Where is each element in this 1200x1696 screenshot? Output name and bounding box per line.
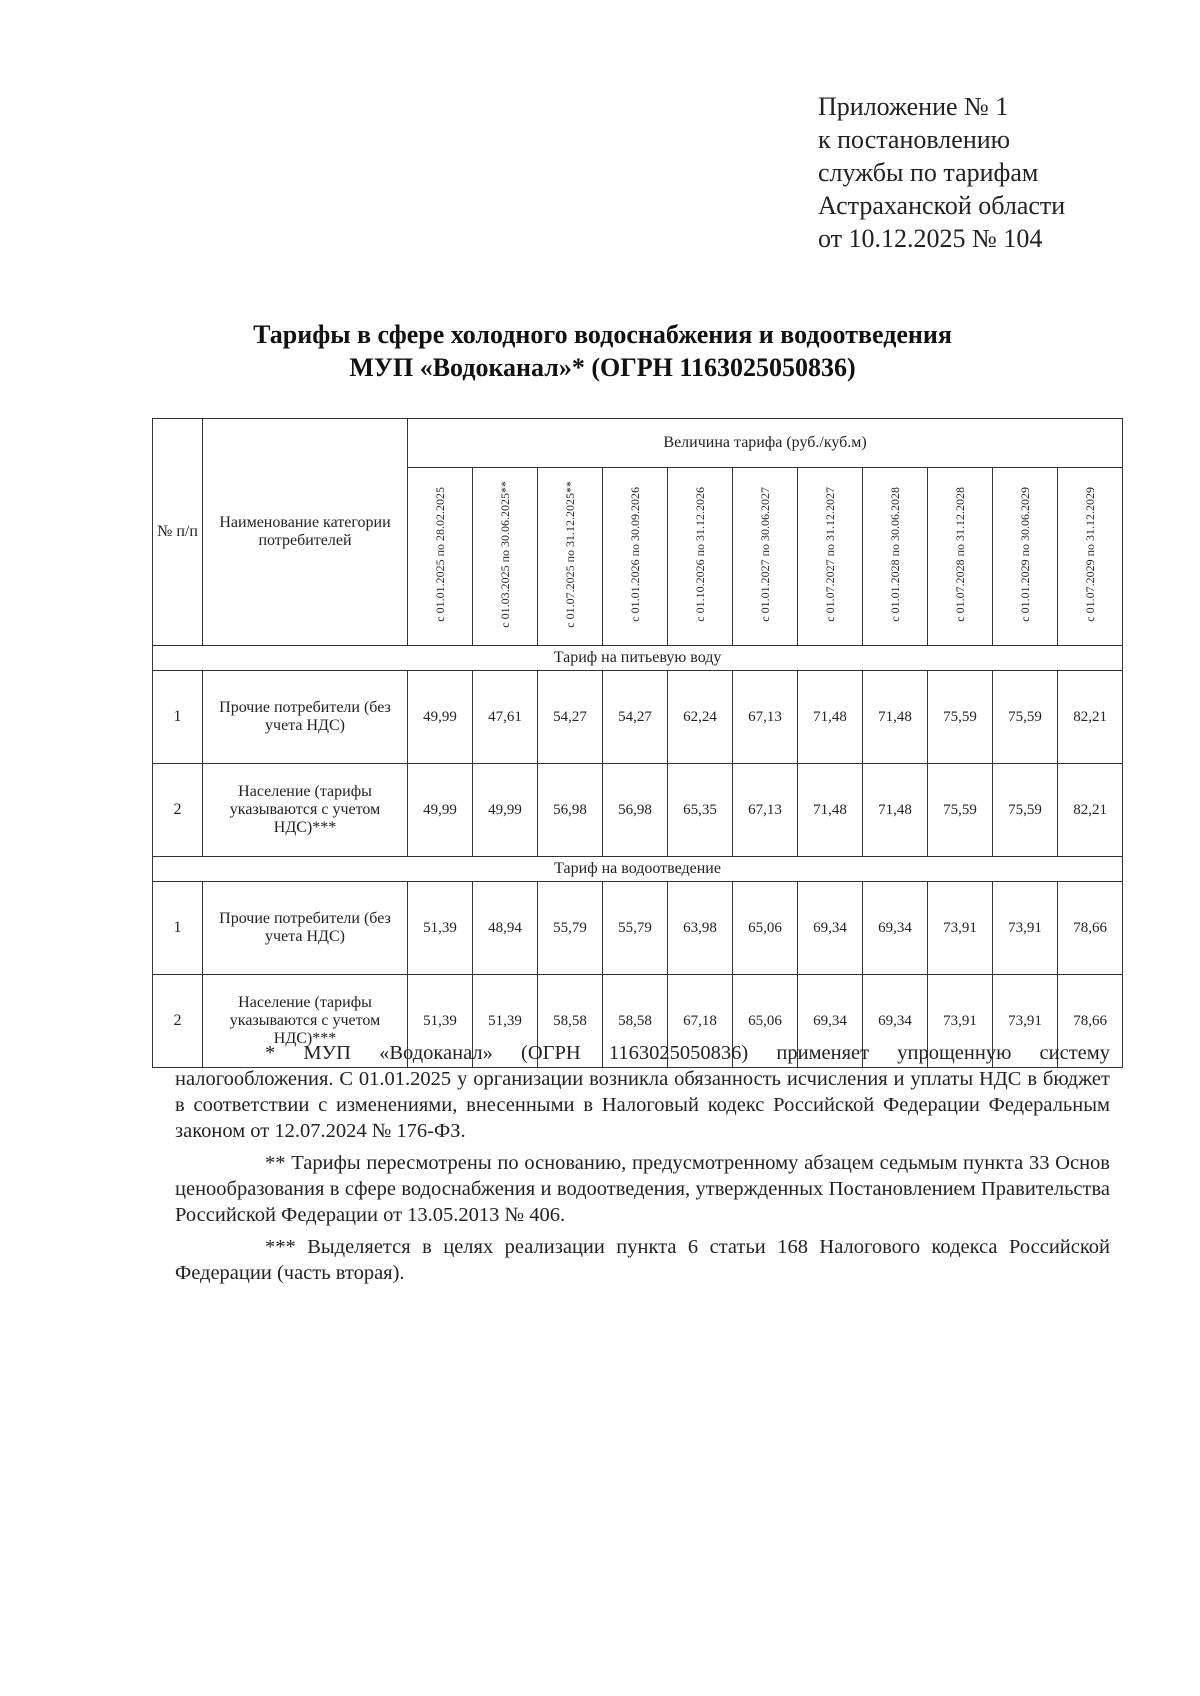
- table-row: [153, 764, 1123, 857]
- tariff-value: 49,99: [408, 764, 473, 857]
- tariff-value: 71,48: [863, 764, 928, 857]
- tariff-value: 71,48: [863, 671, 928, 764]
- tariff-value: 71,48: [798, 764, 863, 857]
- period-header: с 01.10.2026 по 31.12.2026: [668, 468, 733, 646]
- tariff-value: 51,39: [473, 975, 538, 1068]
- row-num: 2: [153, 764, 203, 857]
- period-header: с 01.07.2029 по 31.12.2029: [1058, 468, 1123, 646]
- row-category: Население (тарифы указываются с учетом НДС)***: [203, 975, 408, 1068]
- title-line: Тарифы в сфере холодного водоснабжения и водоотведения: [253, 320, 952, 349]
- tariff-value: 73,91: [928, 975, 993, 1068]
- header-tariff-value: Величина тарифа (руб./куб.м): [408, 419, 1123, 468]
- appendix-header: [818, 90, 1065, 255]
- tariff-value: 82,21: [1058, 671, 1123, 764]
- tariff-value: 75,59: [928, 671, 993, 764]
- period-header: с 01.07.2028 по 31.12.2028: [928, 468, 993, 646]
- tariff-value: 65,35: [668, 764, 733, 857]
- tariff-value: 56,98: [603, 764, 668, 857]
- tariff-value: 51,39: [408, 975, 473, 1068]
- tariff-value: 73,91: [928, 882, 993, 975]
- tariff-value: 56,98: [538, 764, 603, 857]
- period-header: с 01.01.2026 по 30.09.2026: [603, 468, 668, 646]
- tariff-value: 54,27: [538, 671, 603, 764]
- table-row: [153, 882, 1123, 975]
- title-line: МУП «Водоканал»* (ОГРН 1163025050836): [349, 353, 856, 382]
- period-header: с 01.01.2029 по 30.06.2029: [993, 468, 1058, 646]
- appendix-line: службы по тарифам: [818, 158, 1039, 187]
- tariff-value: 73,91: [993, 975, 1058, 1068]
- row-num: 1: [153, 882, 203, 975]
- tariff-value: 48,94: [473, 882, 538, 975]
- row-category: Прочие потребители (без учета НДС): [203, 882, 408, 975]
- period-header: с 01.01.2025 по 28.02.2025: [408, 468, 473, 646]
- tariff-value: 54,27: [603, 671, 668, 764]
- tariff-value: 69,34: [863, 882, 928, 975]
- tariff-value: 67,13: [733, 671, 798, 764]
- footnote-2: ** Тарифы пересмотрены по основанию, предусмотренному абзацем седьмым пункта 33 Основ ценообразования в сфере водоснабжения и водоотведения, утвержденных Постановлением Правительства Российской Федерации от 13.05.2013 № 406.: [175, 1152, 1110, 1226]
- row-num: 2: [153, 975, 203, 1068]
- tariff-value: 75,59: [993, 764, 1058, 857]
- tariff-value: 65,06: [733, 975, 798, 1068]
- tariff-value: 75,59: [993, 671, 1058, 764]
- tariff-value: 55,79: [603, 882, 668, 975]
- tariff-value: 67,18: [668, 975, 733, 1068]
- tariff-table: [152, 418, 1123, 1068]
- tariff-value: 62,24: [668, 671, 733, 764]
- tariff-value: 58,58: [603, 975, 668, 1068]
- tariff-value: 47,61: [473, 671, 538, 764]
- tariff-value: 67,13: [733, 764, 798, 857]
- period-header: с 01.03.2025 по 30.06.2025**: [473, 468, 538, 646]
- period-header: с 01.07.2025 по 31.12.2025**: [538, 468, 603, 646]
- row-num: 1: [153, 671, 203, 764]
- tariff-value: 69,34: [863, 975, 928, 1068]
- section-title: Тариф на водоотведение: [153, 857, 1123, 882]
- document-title: [150, 318, 1055, 384]
- tariff-value: 71,48: [798, 671, 863, 764]
- period-header: с 01.01.2028 по 30.06.2028: [863, 468, 928, 646]
- tariff-value: 69,34: [798, 882, 863, 975]
- appendix-line: Астраханской области: [818, 191, 1066, 220]
- tariff-value: 73,91: [993, 882, 1058, 975]
- tariff-value: 78,66: [1058, 975, 1123, 1068]
- tariff-value: 82,21: [1058, 764, 1123, 857]
- footnote-3: *** Выделяется в целях реализации пункта 6 статьи 168 Налогового кодекса Российской Федерации (часть вторая).: [175, 1236, 1110, 1284]
- appendix-line: от 10.12.2025 № 104: [818, 224, 1043, 253]
- period-header: с 01.07.2027 по 31.12.2027: [798, 468, 863, 646]
- header-category: Наименование категории потребителей: [203, 419, 408, 646]
- tariff-value: 65,06: [733, 882, 798, 975]
- footnotes: [175, 1040, 1110, 1292]
- footnote-1: * МУП «Водоканал» (ОГРН 1163025050836) применяет упрощенную систему налогообложения. С 01.01.2025 у организации возникла обязанность исчисления и уплаты НДС в бюджет в соответствии с изменениями, внесенными в Налоговый кодекс Российской Федерации Федеральным законом от 12.07.2024 № 176-ФЗ.: [175, 1042, 1110, 1142]
- tariff-value: 75,59: [928, 764, 993, 857]
- table-row: [153, 671, 1123, 764]
- period-header: с 01.01.2027 по 30.06.2027: [733, 468, 798, 646]
- tariff-value: 63,98: [668, 882, 733, 975]
- tariff-value: 49,99: [408, 671, 473, 764]
- appendix-line: Приложение № 1: [818, 92, 1009, 121]
- tariff-value: 49,99: [473, 764, 538, 857]
- row-category: Прочие потребители (без учета НДС): [203, 671, 408, 764]
- tariff-value: 78,66: [1058, 882, 1123, 975]
- tariff-value: 69,34: [798, 975, 863, 1068]
- section-title: Тариф на питьевую воду: [153, 646, 1123, 671]
- appendix-line: к постановлению: [818, 125, 1011, 154]
- row-category: Население (тарифы указываются с учетом НДС)***: [203, 764, 408, 857]
- header-num: № п/п: [153, 419, 203, 646]
- tariff-value: 51,39: [408, 882, 473, 975]
- tariff-value: 58,58: [538, 975, 603, 1068]
- tariff-value: 55,79: [538, 882, 603, 975]
